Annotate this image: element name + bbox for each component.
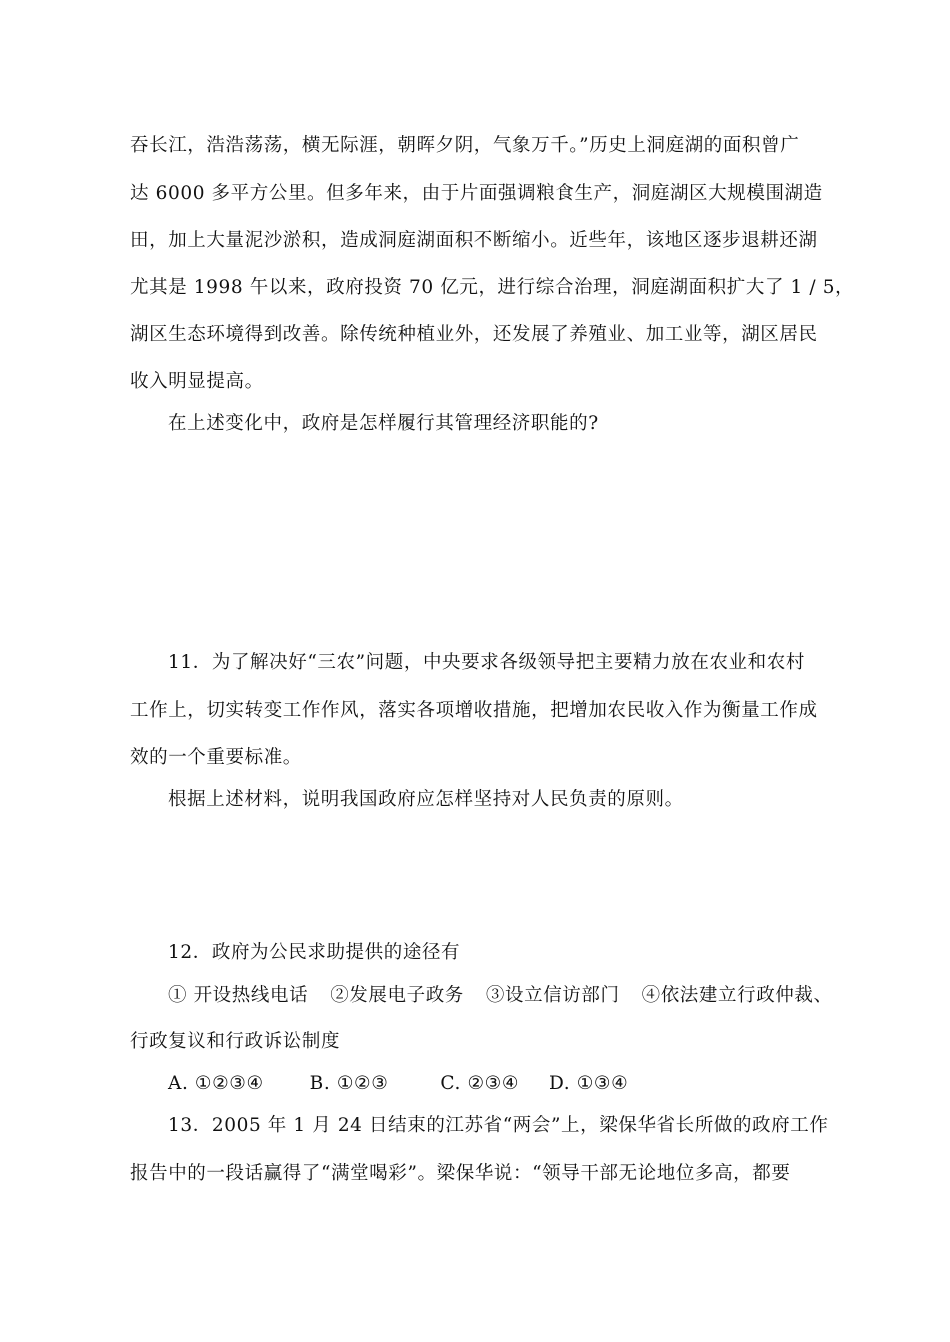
q11-line: 效的一个重要标准。 [130,747,302,768]
q13-line: 13．2005 年 1 月 24 日结束的江苏省“两会”上，梁保华省长所做的政府工作 [168,1115,829,1136]
option-b: B. ①②③ [309,1073,389,1094]
option-d: D. ①③④ [549,1073,629,1094]
passage-line: 收入明显提高。 [130,371,264,392]
passage-line: 尤其是 1998 午以来，政府投资 70 亿元，进行综合治理，洞庭湖面积扩大了 1 / 5， [130,277,855,298]
q12-stem: 12．政府为公民求助提供的途径有 [168,942,461,963]
passage-line: 湖区生态环境得到改善。除传统种植业外，还发展了养殖业、加工业等，湖区居民 [130,324,818,345]
passage-line: 吞长江，浩浩荡荡，横无际涯，朝晖夕阴，气象万千。”历史上洞庭湖的面积曾广 [130,135,800,156]
q12-item: ① 开设热线电话 [168,985,309,1006]
q12-item: ②发展电子政务 [330,985,464,1006]
passage-line: 田，加上大量泥沙淤积，造成洞庭湖面积不断缩小。近些年，该地区逐步退耕还湖 [130,230,818,251]
q11-line: 11．为了解决好“三农”问题，中央要求各级领导把主要精力放在农业和农村 [168,652,805,673]
option-a: A. ①②③④ [168,1073,264,1094]
q12-items-continued: 行政复议和行政诉讼制度 [130,1031,341,1052]
question-prompt: 在上述变化中，政府是怎样履行其管理经济职能的? [168,413,599,434]
passage-line: 达 6000 多平方公里。但多年来，由于片面强调粮食生产，洞庭湖区大规模围湖造 [130,183,823,204]
q12-items [168,984,868,1008]
question-prompt: 根据上述材料，说明我国政府应怎样坚持对人民负责的原则。 [168,789,684,810]
q12-item: ③设立信访部门 [485,985,620,1006]
q13-line: 报告中的一段话赢得了“满堂喝彩”。梁保华说：“领导干部无论地位多高，都要 [130,1163,791,1184]
q12-item: ④依法建立行政仲裁、 [641,985,833,1006]
q11-line: 工作上，切实转变工作作风，落实各项增收措施，把增加农民收入作为衡量工作成 [130,700,818,721]
q12-options [168,1072,868,1096]
option-c: C. ②③④ [440,1073,520,1094]
